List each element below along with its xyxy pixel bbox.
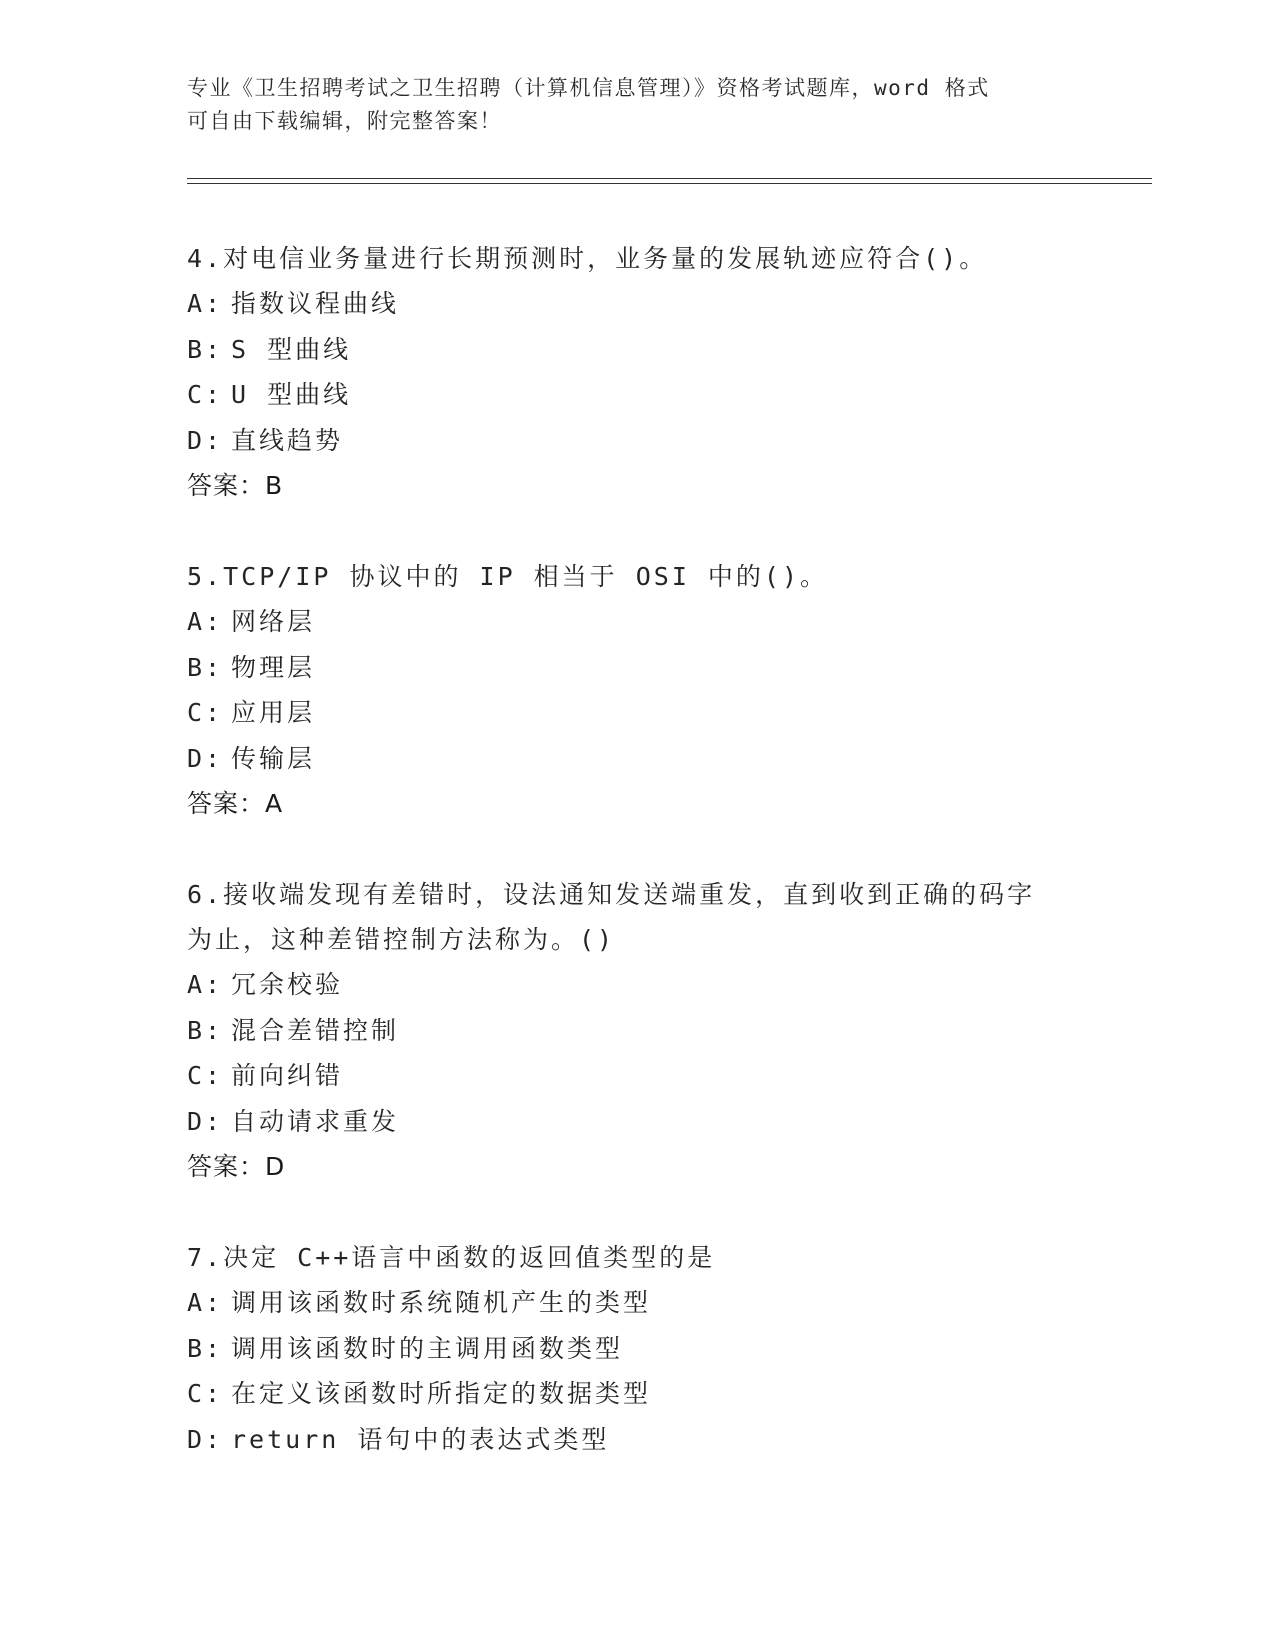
- option-d: [187, 1417, 1087, 1463]
- option-letter: B:: [187, 1333, 224, 1363]
- question-stem: 4.对电信业务量进行长期预测时，业务量的发展轨迹应符合()。: [187, 244, 988, 273]
- option-text: 混合差错控制: [231, 1015, 400, 1045]
- answer-line: 答案：D: [187, 1152, 286, 1181]
- question-6: [187, 872, 1087, 1189]
- option-letter: D:: [187, 425, 224, 455]
- option-text: S 型曲线: [231, 334, 352, 364]
- option-text: 前向纠错: [231, 1061, 344, 1090]
- option-letter: D:: [187, 1106, 224, 1136]
- option-letter: A:: [187, 970, 224, 999]
- option-b: [187, 1008, 1087, 1054]
- option-c: [187, 1053, 1087, 1099]
- option-text: 网络层: [231, 607, 316, 636]
- option-a: [187, 962, 1087, 1008]
- header-divider-top: [187, 178, 1152, 179]
- answer-line: 答案：A: [187, 789, 284, 818]
- option-d: [187, 418, 1087, 464]
- option-c: [187, 690, 1087, 736]
- option-a: [187, 281, 1087, 327]
- option-d: [187, 1099, 1087, 1145]
- option-text: 物理层: [231, 652, 316, 682]
- option-text: 指数议程曲线: [231, 289, 400, 318]
- option-d: [187, 736, 1087, 782]
- option-text: 在定义该函数时所指定的数据类型: [231, 1379, 652, 1408]
- option-b: [187, 645, 1087, 691]
- option-letter: A:: [187, 1288, 224, 1317]
- header-divider-bottom: [187, 183, 1152, 184]
- header-line-2: 可自由下载编辑，附完整答案！: [187, 109, 502, 133]
- option-text: 传输层: [231, 743, 316, 773]
- header-line-1: 专业《卫生招聘考试之卫生招聘（计算机信息管理）》资格考试题库，word 格式: [187, 76, 990, 100]
- option-text: 应用层: [231, 698, 316, 727]
- option-b: [187, 1326, 1087, 1372]
- option-letter: B:: [187, 652, 224, 682]
- option-letter: B:: [187, 334, 224, 364]
- option-letter: C:: [187, 1379, 224, 1408]
- option-text: U 型曲线: [231, 380, 352, 409]
- question-stem-line-2: 为止，这种差错控制方法称为。(): [187, 925, 616, 954]
- question-stem: 5.TCP/IP 协议中的 IP 相当于 OSI 中的()。: [187, 562, 829, 591]
- option-a: [187, 1280, 1087, 1326]
- option-b: [187, 327, 1087, 373]
- option-a: [187, 599, 1087, 645]
- option-text: 调用该函数时系统随机产生的类型: [231, 1288, 652, 1317]
- option-text: 自动请求重发: [231, 1106, 400, 1136]
- question-4: [187, 236, 1087, 508]
- question-stem: 7.决定 C++语言中函数的返回值类型的是: [187, 1243, 716, 1272]
- option-letter: D:: [187, 1424, 224, 1454]
- option-text: return 语句中的表达式类型: [231, 1424, 610, 1454]
- question-list: [187, 236, 1087, 1508]
- question-5: [187, 554, 1087, 826]
- answer-line: 答案：B: [187, 471, 284, 500]
- document-header: [187, 72, 1087, 138]
- option-text: 直线趋势: [231, 425, 344, 455]
- option-letter: D:: [187, 743, 224, 773]
- option-letter: B:: [187, 1015, 224, 1045]
- option-text: 调用该函数时的主调用函数类型: [231, 1333, 624, 1363]
- question-stem-line-1: 6.接收端发现有差错时，设法通知发送端重发，直到收到正确的码字: [187, 880, 1036, 909]
- option-letter: A:: [187, 289, 224, 318]
- option-letter: C:: [187, 698, 224, 727]
- option-letter: C:: [187, 1061, 224, 1090]
- question-7: [187, 1235, 1087, 1462]
- option-letter: C:: [187, 380, 224, 409]
- option-letter: A:: [187, 607, 224, 636]
- option-c: [187, 372, 1087, 418]
- option-c: [187, 1371, 1087, 1417]
- option-text: 冗余校验: [231, 970, 344, 999]
